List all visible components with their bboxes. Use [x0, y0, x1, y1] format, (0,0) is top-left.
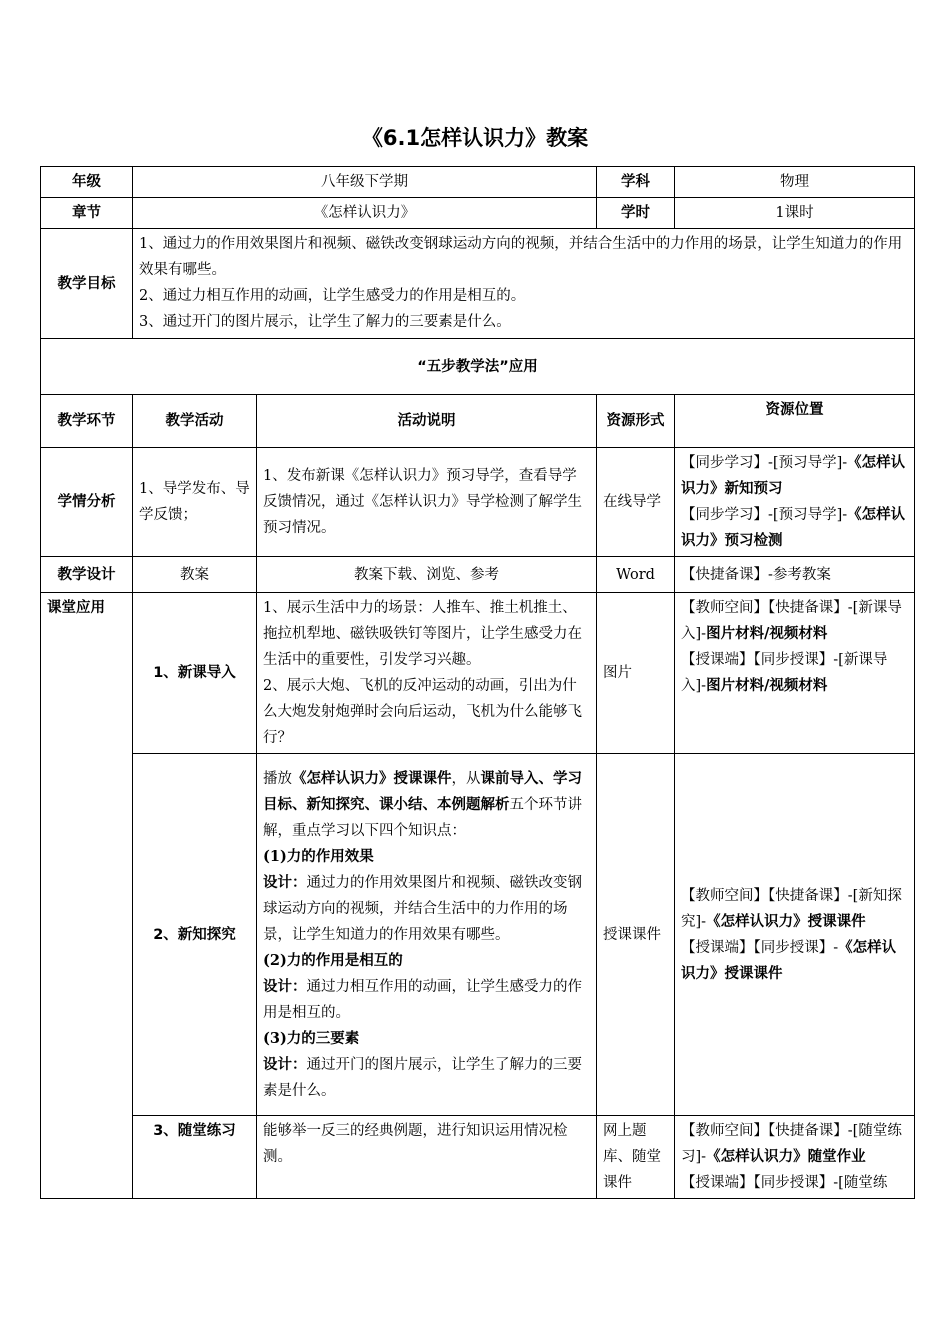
grade-row [41, 167, 915, 198]
location-analysis: 【同步学习】-[预习导学]-《怎样认识力》新知预习 【同步学习】-[预习导学]-《怎样认识力》预习检测 [675, 448, 915, 557]
activity-practice: 3、随堂练习 [133, 1116, 257, 1199]
header-location: 资源位置 [675, 395, 915, 448]
stage-classroom: 课堂应用 [41, 593, 133, 1199]
form-design: Word [597, 557, 675, 593]
location-practice: 【教师空间】【快捷备课】-[随堂练习]-《怎样认识力》随堂作业 【授课端】【同步授课】-[随堂练 [675, 1116, 915, 1199]
knowledge-point: (2)力的作用是相互的 [263, 951, 403, 969]
header-form: 资源形式 [597, 395, 675, 448]
activity-design: 教案 [133, 557, 257, 593]
chapter-label: 章节 [41, 198, 133, 229]
location-intro: 【教师空间】【快捷备课】-[新课导入]-图片材料/视频材料 【授课端】【同步授课】-[新课导入]-图片材料/视频材料 [675, 593, 915, 754]
objectives-row [41, 229, 915, 339]
header-row [41, 395, 915, 448]
form-analysis: 在线导学 [597, 448, 675, 557]
activity-analysis: 1、导学发布、导学反馈； [133, 448, 257, 557]
lesson-plan-table [40, 166, 915, 1199]
header-description: 活动说明 [257, 395, 597, 448]
stage-analysis: 学情分析 [41, 448, 133, 557]
section-title: “五步教学法”应用 [41, 339, 915, 395]
practice-row [41, 1116, 915, 1199]
chapter-row [41, 198, 915, 229]
description-explore: 播放《怎样认识力》授课课件，从课前导入、学习目标、新知探究、课小结、本例题解析五个环节讲解，重点学习以下四个知识点： (1)力的作用效果 设计：通过力的作用效果图片和视频、磁铁改变钢球运动方向的视频，并结合生活中的力作用的场景，让学生知道力的作用效果有哪些。 (2)力的作用是相互的 设计：通过力相互作用的动画，让学生感受力的作用是相互的。 (3)力的三要素 设计：通过开门的图片展示，让学生了解力的三要素是什么。 [257, 754, 597, 1116]
hours-value: 1课时 [675, 198, 915, 229]
description-practice: 能够举一反三的经典例题，进行知识运用情况检测。 [257, 1116, 597, 1199]
intro-row [41, 593, 915, 754]
analysis-row [41, 448, 915, 557]
header-activity: 教学活动 [133, 395, 257, 448]
description-analysis: 1、发布新课《怎样认识力》预习导学，查看导学反馈情况，通过《怎样认识力》导学检测了解学生预习情况。 [257, 448, 597, 557]
location-design: 【快捷备课】-参考教案 [675, 557, 915, 593]
activity-explore: 2、新知探究 [133, 754, 257, 1116]
header-stage: 教学环节 [41, 395, 133, 448]
document-title: 《6.1怎样认识力》教案 [361, 126, 589, 150]
grade-value: 八年级下学期 [133, 167, 597, 198]
form-intro: 图片 [597, 593, 675, 754]
description-intro: 1、展示生活中力的场景：人推车、推土机推土、拖拉机犁地、磁铁吸铁钉等图片，让学生感受力在生活中的重要性，引发学习兴趣。 2、展示大炮、飞机的反冲运动的动画，引出为什么大炮发射炮弹时会向后运动，飞机为什么能够飞行？ [257, 593, 597, 754]
location-explore: 【教师空间】【快捷备课】-[新知探究]-《怎样认识力》授课课件 【授课端】【同步授课】-《怎样认识力》授课课件 [675, 754, 915, 1116]
description-design: 教案下载、浏览、参考 [257, 557, 597, 593]
objectives-content [133, 229, 915, 339]
form-practice: 网上题库、随堂课件 [597, 1116, 675, 1199]
objective-item: 2、通过力相互作用的动画，让学生感受力的作用是相互的。 [139, 288, 526, 304]
stage-design: 教学设计 [41, 557, 133, 593]
knowledge-point: (1)力的作用效果 [263, 847, 374, 865]
subject-label: 学科 [597, 167, 675, 198]
form-explore: 授课课件 [597, 754, 675, 1116]
explore-row [41, 754, 915, 1116]
design-row [41, 557, 915, 593]
grade-label: 年级 [41, 167, 133, 198]
subject-value: 物理 [675, 167, 915, 198]
objective-item: 3、通过开门的图片展示，让学生了解力的三要素是什么。 [139, 314, 511, 330]
objectives-label: 教学目标 [41, 229, 133, 339]
objective-item: 1、通过力的作用效果图片和视频、磁铁改变钢球运动方向的视频，并结合生活中的力作用的场景，让学生知道力的作用效果有哪些。 [139, 236, 903, 278]
knowledge-point: (3)力的三要素 [263, 1029, 360, 1047]
activity-intro: 1、新课导入 [133, 593, 257, 754]
section-title-row [41, 339, 915, 395]
hours-label: 学时 [597, 198, 675, 229]
chapter-value: 《怎样认识力》 [133, 198, 597, 229]
